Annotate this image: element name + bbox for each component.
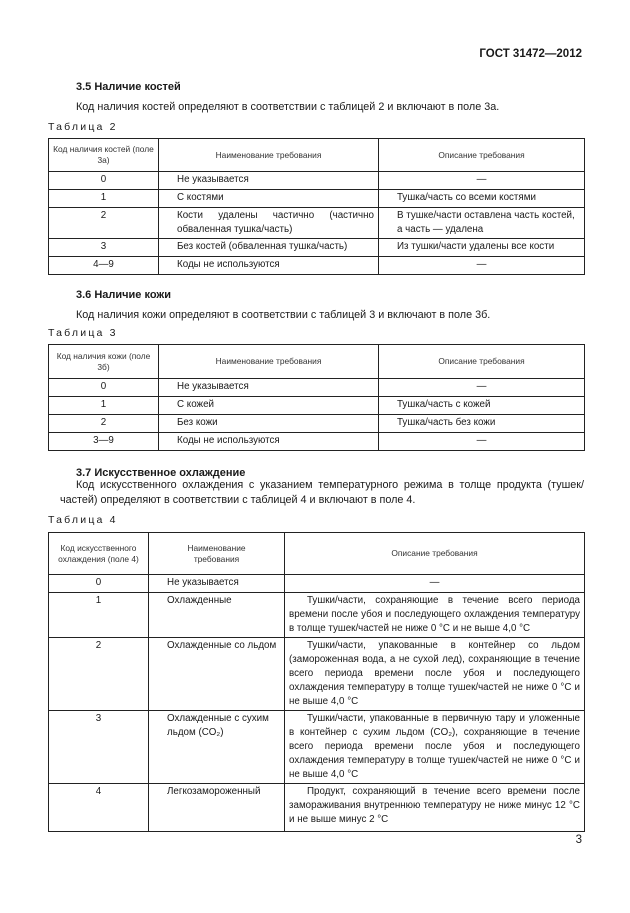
page-number: 3 [575,834,582,846]
section-text-bones: Код наличия костей определяют в соответствии с таблицей 2 и включают в поле 3а. [76,101,500,113]
table-header: Код наличия костей (поле 3а) [49,139,159,172]
table-header: Описание требования [379,139,585,172]
table-row [49,433,585,451]
name-cell: Легкозамороженный [149,784,285,832]
code-cell: 4 [49,784,149,832]
code-cell: 1 [49,190,159,208]
table-row [49,711,585,784]
desc-cell: Тушка/часть со всеми костями [379,190,585,208]
table-row [49,784,585,832]
desc-cell: В тушке/части оставлена часть костей, а часть — удалена [379,208,585,239]
table-header: Наименование требования [149,533,285,575]
table-header: Наименование требования [159,139,379,172]
table-row [49,208,585,239]
code-cell: 2 [49,415,159,433]
name-cell: Коды не используются [159,433,379,451]
table-row [49,397,585,415]
table-4-caption: Таблица 4 [48,514,118,526]
desc-cell: Тушка/часть с кожей [379,397,585,415]
table-row [49,415,585,433]
section-text-skin: Код наличия кожи определяют в соответствии с таблицей 3 и включают в поле 3б. [76,309,491,321]
desc-cell: Из тушки/части удалены все кости [379,239,585,257]
name-cell: Без кожи [159,415,379,433]
table-header: Описание требования [379,345,585,379]
table-2-caption: Таблица 2 [48,121,118,133]
desc-cell: — [285,575,585,593]
table-header: Код искусственного охлаждения (поле 4) [49,533,149,575]
table-2 [48,138,585,275]
desc-cell: Тушка/часть без кожи [379,415,585,433]
name-cell: Кости удалены частично (частично обваленная тушка/часть) [159,208,379,239]
code-cell: 3 [49,711,149,784]
table-row [49,379,585,397]
name-cell: Охлажденные с сухим льдом (CO₂) [149,711,285,784]
table-header: Описание требования [285,533,585,575]
desc-cell: — [379,172,585,190]
code-cell: 0 [49,172,159,190]
table-header: Код наличия кожи (поле 3б) [49,345,159,379]
desc-cell: Тушки/части, упакованные в первичную тару и уложенные в контейнер с сухим льдом (CO₂), сохраняющие в течение всего периода времени после убоя и последующего охлаждения температуру в толще тушек/частей не ниже 0 °С и не выше 4,0 °С [285,711,585,784]
name-cell: Охлажденные со льдом [149,638,285,711]
section-heading-bones: 3.5 Наличие костей [76,81,181,93]
name-cell: Не указывается [159,172,379,190]
code-cell: 2 [49,208,159,239]
name-cell: С кожей [159,397,379,415]
table-row [49,593,585,638]
name-cell: Не указывается [159,379,379,397]
table-3-caption: Таблица 3 [48,327,118,339]
code-cell: 3 [49,239,159,257]
name-cell: С костями [159,190,379,208]
desc-cell: — [379,433,585,451]
desc-cell: Тушки/части, сохраняющие в течение всего периода времени после убоя и последующего охлаждения температуру в толще тушек/частей не ниже 0 °С и не выше 4,0 °С [285,593,585,638]
code-cell: 4—9 [49,257,159,275]
table-4 [48,532,585,832]
code-cell: 0 [49,575,149,593]
table-row [49,257,585,275]
name-cell: Охлажденные [149,593,285,638]
table-row [49,239,585,257]
section-heading-cooling: 3.7 Искусственное охлаждение [76,467,246,479]
desc-cell: Тушки/части, упакованные в контейнер со льдом (замороженная вода, а не сухой лед), сохраняющие в течение всего периода времени после убоя и последующего охлаждения температуру в толще тушек/частей не ниже 0 °С и не выше 4,0 °С [285,638,585,711]
table-row [49,190,585,208]
section-heading-skin: 3.6 Наличие кожи [76,289,171,301]
code-cell: 3—9 [49,433,159,451]
table-row [49,575,585,593]
code-cell: 0 [49,379,159,397]
table-row [49,172,585,190]
document-id: ГОСТ 31472—2012 [479,48,582,60]
desc-cell: — [379,379,585,397]
code-cell: 1 [49,593,149,638]
name-cell: Без костей (обваленная тушка/часть) [159,239,379,257]
table-3 [48,344,585,451]
name-cell: Не указывается [149,575,285,593]
section-text-cooling: Код искусственного охлаждения с указанием температурного режима в толще продукта (тушек/частей) определяют в соответствии с таблицей 4 и включают в поле 4. [60,479,584,506]
desc-cell: Продукт, сохраняющий в течение всего времени после замораживания внутреннюю температуру не ниже минус 12 °С и не выше минус 2 °С [285,784,585,832]
name-cell: Коды не используются [159,257,379,275]
code-cell: 1 [49,397,159,415]
table-header: Наименование требования [159,345,379,379]
desc-cell: — [379,257,585,275]
table-row [49,638,585,711]
code-cell: 2 [49,638,149,711]
